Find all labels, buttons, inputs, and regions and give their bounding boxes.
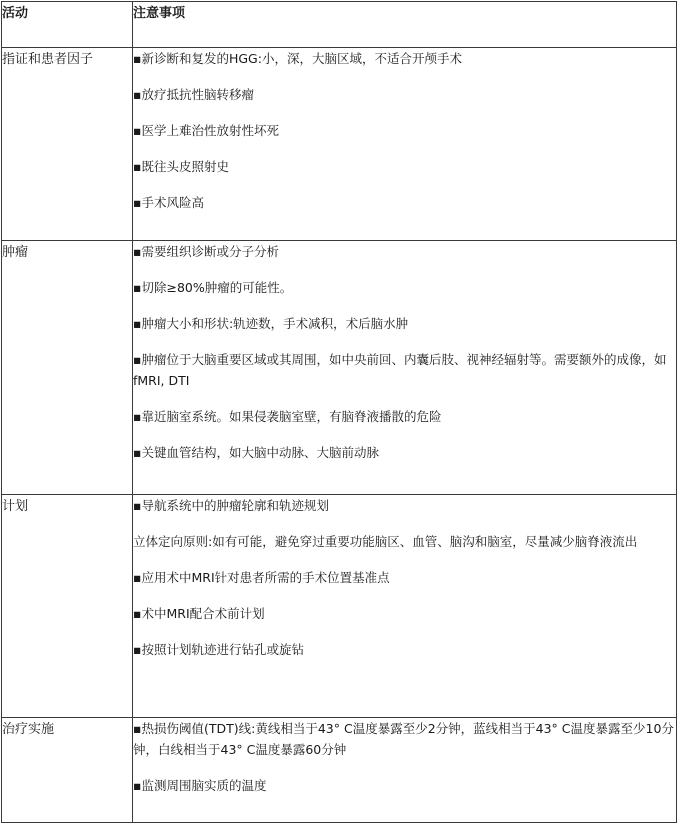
table-row	[2, 48, 677, 241]
list-item: ▪按照计划轨迹进行钻孔或旋钻	[133, 642, 304, 657]
table-row	[2, 495, 677, 718]
row-category: 肿瘤	[2, 241, 133, 495]
list-item: ▪切除≥80%肿瘤的可能性。	[133, 280, 293, 295]
row-items	[133, 241, 677, 495]
list-item: ▪手术风险高	[133, 195, 204, 210]
row-items	[133, 718, 677, 823]
list-item: 立体定向原则:如有可能，避免穿过重要功能脑区、血管、脑沟和脑室，尽量减少脑脊液流出	[133, 534, 638, 549]
header-row	[2, 2, 677, 48]
list-item: ▪既往头皮照射史	[133, 159, 229, 174]
list-item: ▪热损伤阈值(TDT)线:黄线相当于43° C温度暴露至少2分钟，蓝线相当于43° C温度暴露至少10分钟，白线相当于43° C温度暴露60分钟	[133, 721, 674, 757]
list-item: ▪新诊断和复发的HGG:小，深，大脑区域，不适合开颅手术	[133, 51, 462, 66]
list-item: ▪导航系统中的肿瘤轮廓和轨迹规划	[133, 498, 329, 513]
table-row	[2, 241, 677, 495]
list-item: ▪监测周围脑实质的温度	[133, 778, 267, 793]
table-row	[2, 718, 677, 823]
list-item: ▪肿瘤大小和形状:轨迹数，手术减积，术后脑水肿	[133, 316, 409, 331]
list-item: ▪放疗抵抗性脑转移瘤	[133, 87, 254, 102]
row-category: 计划	[2, 495, 133, 718]
list-item: ▪关键血管结构，如大脑中动脉、大脑前动脉	[133, 445, 379, 460]
list-item: ▪肿瘤位于大脑重要区域或其周围，如中央前回、内囊后肢、视神经辐射等。需要额外的成像，如fMRI, DTI	[133, 352, 667, 388]
row-items	[133, 495, 677, 718]
list-item: ▪应用术中MRI针对患者所需的手术位置基准点	[133, 570, 390, 585]
row-category: 治疗实施	[2, 718, 133, 823]
list-item: ▪靠近脑室系统。如果侵袭脑室壁，有脑脊液播散的危险	[133, 409, 442, 424]
row-category: 指证和患者因子	[2, 48, 133, 241]
header-activity: 活动	[2, 2, 133, 48]
list-item: ▪医学上难治性放射性坏死	[133, 123, 279, 138]
row-items	[133, 48, 677, 241]
header-notes: 注意事项	[133, 2, 677, 48]
list-item: ▪术中MRI配合术前计划	[133, 606, 265, 621]
list-item: ▪需要组织诊断或分子分析	[133, 244, 279, 259]
considerations-table	[1, 1, 677, 823]
